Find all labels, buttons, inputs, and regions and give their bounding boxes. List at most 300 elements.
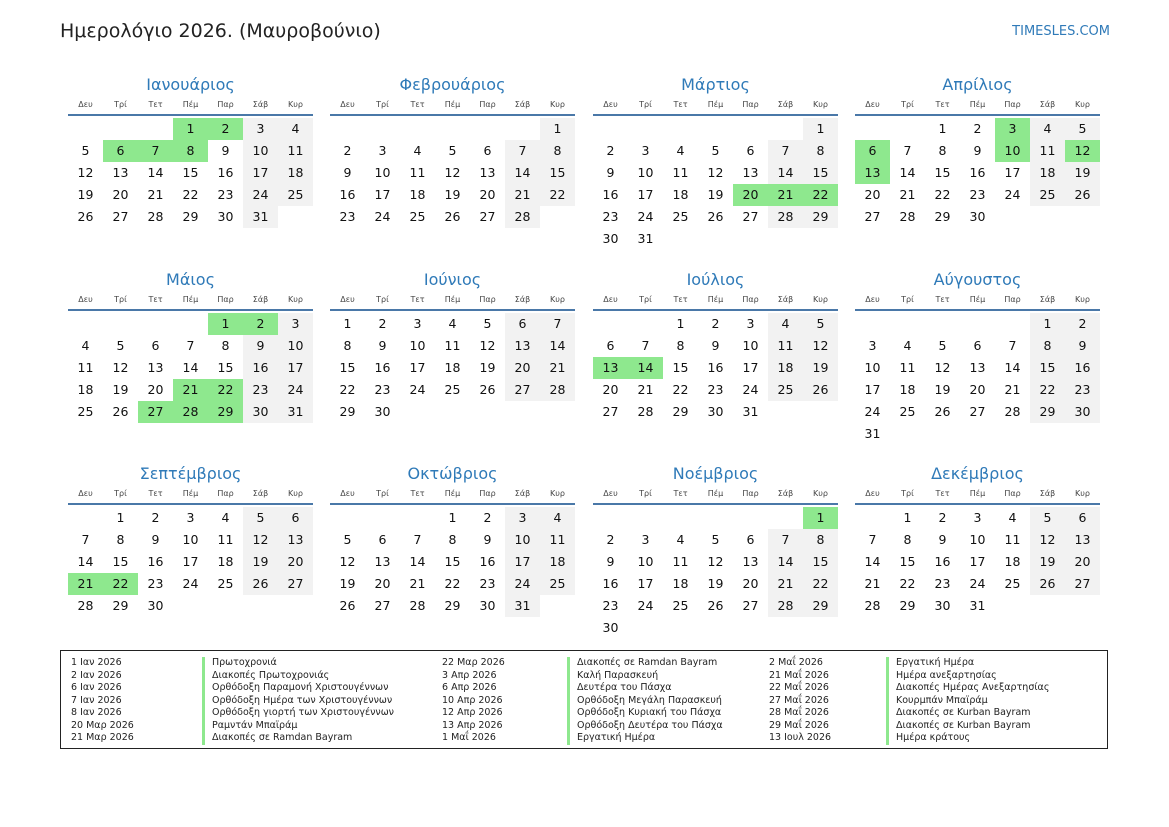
day-cell: 1 [540, 118, 575, 140]
weekday-label: Δευ [865, 489, 880, 498]
day-cell: 14 [409, 554, 426, 569]
day-cell: 4 [221, 510, 230, 525]
day-cell: 8 [803, 529, 838, 551]
empty-cell [593, 507, 628, 529]
day-cell: 11 [409, 165, 426, 180]
day-cell: 17 [374, 187, 391, 202]
day-cell: 8 [903, 532, 912, 547]
month-name: Μάρτιος [681, 75, 750, 94]
day-cell: 10 [182, 532, 199, 547]
month-block [593, 74, 838, 250]
holiday-date: 6 Απρ 2026 [442, 682, 497, 693]
day-cell: 2 [343, 143, 352, 158]
day-cell: 5 [1030, 507, 1065, 529]
day-cell: 23 [1065, 379, 1100, 401]
empty-cell [733, 118, 768, 140]
empty-cell [855, 507, 890, 529]
empty-cell [138, 118, 173, 140]
day-cell: 3 [505, 507, 540, 529]
holiday-day-cell: 21 [173, 379, 208, 401]
day-cell: 15 [339, 360, 356, 375]
day-cell: 22 [444, 576, 461, 591]
weekday-label: Πέμ [444, 100, 461, 109]
day-cell: 19 [803, 357, 838, 379]
day-cell: 21 [540, 357, 575, 379]
day-cell: 9 [378, 338, 387, 353]
day-cell: 14 [505, 162, 540, 184]
weekday-label: Κυρ [550, 100, 565, 109]
weekday-header [593, 291, 838, 311]
day-cell: 9 [606, 554, 615, 569]
day-cell: 22 [182, 187, 199, 202]
day-cell: 19 [1065, 162, 1100, 184]
day-cell: 16 [374, 360, 391, 375]
day-cell: 17 [505, 551, 540, 573]
holiday-day-cell: 3 [995, 118, 1030, 140]
holiday-day-cell: 13 [593, 357, 628, 379]
holiday-day-cell: 29 [208, 401, 243, 423]
day-cell: 4 [448, 316, 457, 331]
month-block [68, 74, 313, 228]
day-cell: 24 [278, 379, 313, 401]
day-cell: 5 [803, 313, 838, 335]
day-cell: 4 [768, 313, 803, 335]
day-cell: 13 [479, 165, 496, 180]
weekday-label: Κυρ [288, 489, 303, 498]
day-cell: 15 [182, 165, 199, 180]
weekday-label: Σάβ [514, 489, 531, 498]
day-cell: 14 [768, 162, 803, 184]
day-cell: 22 [672, 382, 689, 397]
day-cell: 19 [707, 187, 724, 202]
holiday-day-cell: 6 [103, 140, 138, 162]
day-cell: 7 [868, 532, 877, 547]
day-cell: 6 [378, 532, 387, 547]
day-cell: 3 [973, 510, 982, 525]
weekday-label: Τρί [114, 100, 127, 109]
day-cell: 7 [413, 532, 422, 547]
day-cell: 21 [864, 576, 881, 591]
weekday-label: Σάβ [777, 489, 794, 498]
day-cell: 18 [540, 551, 575, 573]
holiday-day-cell: 2 [243, 313, 278, 335]
weekday-label: Τετ [148, 100, 163, 109]
day-cell: 28 [540, 379, 575, 401]
day-cell: 28 [505, 206, 540, 228]
day-grid [855, 311, 1100, 445]
holiday-day-cell: 20 [733, 184, 768, 206]
empty-cell [628, 118, 663, 140]
month-name: Φεβρουάριος [399, 75, 506, 94]
day-cell: 16 [707, 360, 724, 375]
day-cell: 27 [1065, 573, 1100, 595]
weekday-label: Πέμ [969, 295, 986, 304]
day-cell: 19 [479, 360, 496, 375]
day-grid [68, 311, 313, 423]
day-cell: 16 [969, 165, 986, 180]
day-cell: 25 [768, 379, 803, 401]
holiday-day-cell: 8 [173, 140, 208, 162]
holiday-name: Ημέρα κράτους [886, 732, 970, 745]
day-cell: 27 [112, 209, 129, 224]
day-cell: 30 [479, 598, 496, 613]
day-cell: 29 [182, 209, 199, 224]
weekday-header [855, 485, 1100, 505]
day-cell: 31 [505, 595, 540, 617]
weekday-label: Δευ [340, 295, 355, 304]
day-cell: 12 [479, 338, 496, 353]
month-block [68, 269, 313, 423]
weekday-header [68, 485, 313, 505]
day-cell: 5 [448, 143, 457, 158]
day-cell: 18 [672, 576, 689, 591]
weekday-label: Τετ [410, 100, 425, 109]
day-cell: 19 [444, 187, 461, 202]
day-cell: 19 [243, 551, 278, 573]
weekday-label: Τετ [935, 489, 950, 498]
day-cell: 24 [969, 576, 986, 591]
weekday-label: Τρί [376, 489, 389, 498]
day-cell: 13 [374, 554, 391, 569]
day-cell: 27 [278, 573, 313, 595]
day-cell: 9 [221, 143, 230, 158]
day-cell: 22 [1030, 379, 1065, 401]
day-cell: 24 [374, 209, 391, 224]
holiday-day-cell: 27 [138, 401, 173, 423]
day-cell: 25 [444, 382, 461, 397]
holiday-day-cell: 21 [68, 573, 103, 595]
day-cell: 18 [444, 360, 461, 375]
weekday-label: Κυρ [813, 295, 828, 304]
day-cell: 7 [903, 143, 912, 158]
day-cell: 8 [448, 532, 457, 547]
day-cell: 11 [540, 529, 575, 551]
day-cell: 26 [339, 598, 356, 613]
weekday-label: Δευ [603, 100, 618, 109]
day-cell: 29 [444, 598, 461, 613]
weekday-label: Δευ [865, 295, 880, 304]
day-cell: 21 [505, 184, 540, 206]
day-cell: 25 [217, 576, 234, 591]
day-cell: 2 [606, 532, 615, 547]
weekday-label: Δευ [603, 489, 618, 498]
weekday-label: Παρ [742, 100, 759, 109]
weekday-label: Παρ [742, 489, 759, 498]
day-cell: 18 [278, 162, 313, 184]
day-cell: 2 [711, 316, 720, 331]
day-cell: 20 [278, 551, 313, 573]
month-name: Ιανουάριος [146, 75, 235, 94]
day-cell: 5 [116, 338, 125, 353]
day-cell: 31 [864, 426, 881, 441]
day-cell: 5 [483, 316, 492, 331]
holiday-date: 21 Μαρ 2026 [71, 732, 134, 743]
day-cell: 15 [1030, 357, 1065, 379]
weekday-label: Πέμ [969, 489, 986, 498]
day-cell: 17 [243, 162, 278, 184]
weekday-label: Παρ [1004, 295, 1021, 304]
day-cell: 11 [444, 338, 461, 353]
day-cell: 23 [934, 576, 951, 591]
day-cell: 15 [112, 554, 129, 569]
empty-cell [768, 118, 803, 140]
day-cell: 14 [899, 165, 916, 180]
holiday-date: 13 Ιουλ 2026 [769, 732, 832, 743]
day-cell: 9 [243, 335, 278, 357]
day-cell: 15 [217, 360, 234, 375]
empty-cell [470, 118, 505, 140]
weekday-label: Τετ [935, 100, 950, 109]
day-cell: 13 [969, 360, 986, 375]
weekday-label: Τετ [673, 100, 688, 109]
holiday-name: Πρωτοχρονιά [202, 657, 277, 670]
day-cell: 15 [672, 360, 689, 375]
empty-cell [855, 118, 890, 140]
holiday-date: 1 Ιαν 2026 [71, 657, 122, 668]
month-block [330, 463, 575, 617]
day-cell: 23 [147, 576, 164, 591]
day-cell: 8 [540, 140, 575, 162]
weekday-label: Κυρ [1075, 100, 1090, 109]
empty-cell [435, 118, 470, 140]
holiday-date: 22 Μαρ 2026 [442, 657, 505, 668]
weekday-label: Παρ [217, 295, 234, 304]
day-cell: 1 [448, 510, 457, 525]
day-cell: 17 [637, 576, 654, 591]
empty-cell [400, 118, 435, 140]
day-cell: 23 [374, 382, 391, 397]
day-cell: 3 [243, 118, 278, 140]
empty-cell [960, 313, 995, 335]
day-cell: 4 [1008, 510, 1017, 525]
day-cell: 16 [479, 554, 496, 569]
day-cell: 16 [339, 187, 356, 202]
day-cell: 11 [672, 554, 689, 569]
holiday-date: 13 Απρ 2026 [442, 719, 503, 731]
day-cell: 18 [217, 554, 234, 569]
holiday-day-cell: 1 [173, 118, 208, 140]
weekday-label: Πέμ [182, 295, 199, 304]
empty-cell [593, 313, 628, 335]
day-cell: 25 [1004, 576, 1021, 591]
empty-cell [890, 118, 925, 140]
day-cell: 6 [1065, 507, 1100, 529]
weekday-label: Παρ [742, 295, 759, 304]
day-cell: 5 [343, 532, 352, 547]
holiday-name: Ορθόδοξη γιορτή των Χριστουγέννων [202, 707, 394, 720]
day-grid [593, 311, 838, 423]
day-cell: 2 [151, 510, 160, 525]
day-cell: 26 [479, 382, 496, 397]
holiday-name: Καλή Παρασκευή [567, 670, 658, 683]
day-cell: 1 [938, 121, 947, 136]
day-cell: 12 [707, 165, 724, 180]
day-cell: 16 [1065, 357, 1100, 379]
month-name: Μάιος [166, 270, 215, 289]
day-cell: 20 [374, 576, 391, 591]
holiday-date: 2 Μαΐ 2026 [769, 657, 823, 668]
day-cell: 14 [1004, 360, 1021, 375]
day-cell: 30 [1065, 401, 1100, 423]
day-cell: 6 [483, 143, 492, 158]
day-cell: 8 [676, 338, 685, 353]
holiday-date: 7 Ιαν 2026 [71, 694, 122, 706]
day-cell: 27 [969, 404, 986, 419]
holiday-name: Εργατική Ημέρα [567, 732, 655, 745]
day-cell: 24 [742, 382, 759, 397]
weekday-header [330, 291, 575, 311]
holiday-day-cell: 14 [628, 357, 663, 379]
day-cell: 1 [343, 316, 352, 331]
weekday-label: Παρ [1004, 489, 1021, 498]
day-cell: 15 [803, 162, 838, 184]
day-cell: 21 [409, 576, 426, 591]
weekday-header [330, 485, 575, 505]
day-cell: 27 [742, 598, 759, 613]
day-cell: 9 [973, 143, 982, 158]
day-cell: 11 [1004, 532, 1021, 547]
weekday-label: Σάβ [1039, 489, 1056, 498]
day-cell: 21 [899, 187, 916, 202]
day-cell: 3 [641, 532, 650, 547]
empty-cell [330, 507, 365, 529]
holiday-day-cell: 22 [103, 573, 138, 595]
day-cell: 6 [746, 143, 755, 158]
day-cell: 11 [672, 165, 689, 180]
day-cell: 11 [217, 532, 234, 547]
day-cell: 12 [444, 165, 461, 180]
day-cell: 23 [602, 598, 619, 613]
month-name: Σεπτέμβριος [139, 464, 242, 483]
day-grid [330, 116, 575, 228]
day-cell: 5 [1065, 118, 1100, 140]
day-cell: 5 [243, 507, 278, 529]
day-cell: 14 [77, 554, 94, 569]
holiday-date: 10 Απρ 2026 [442, 694, 503, 706]
holiday-name: Ορθόδοξη Κυριακή του Πάσχα [567, 707, 721, 720]
weekday-label: Κυρ [550, 489, 565, 498]
holiday-day-cell: 13 [855, 162, 890, 184]
holiday-day-cell: 1 [803, 507, 838, 529]
weekday-label: Παρ [479, 295, 496, 304]
day-cell: 6 [746, 532, 755, 547]
day-cell: 30 [934, 598, 951, 613]
empty-cell [733, 507, 768, 529]
holiday-date: 20 Μαρ 2026 [71, 719, 134, 731]
weekday-label: Κυρ [1075, 295, 1090, 304]
weekday-label: Τρί [901, 100, 914, 109]
day-cell: 16 [243, 357, 278, 379]
empty-cell [855, 313, 890, 335]
empty-cell [365, 118, 400, 140]
month-name: Αύγουστος [933, 270, 1022, 289]
holiday-name: Διακοπές σε Kurban Bayram [886, 720, 1031, 733]
empty-cell [925, 313, 960, 335]
day-cell: 19 [339, 576, 356, 591]
day-cell: 12 [934, 360, 951, 375]
day-cell: 28 [637, 404, 654, 419]
weekday-label: Πέμ [707, 489, 724, 498]
day-cell: 20 [1065, 551, 1100, 573]
empty-cell [593, 118, 628, 140]
day-cell: 31 [278, 401, 313, 423]
day-cell: 24 [409, 382, 426, 397]
day-cell: 24 [1004, 187, 1021, 202]
day-cell: 23 [339, 209, 356, 224]
day-cell: 9 [483, 532, 492, 547]
weekday-header [330, 96, 575, 116]
day-cell: 26 [1030, 573, 1065, 595]
day-grid [855, 505, 1100, 617]
day-cell: 30 [243, 401, 278, 423]
day-cell: 24 [864, 404, 881, 419]
day-cell: 14 [182, 360, 199, 375]
weekday-label: Παρ [217, 489, 234, 498]
day-cell: 31 [637, 231, 654, 246]
weekday-label: Δευ [603, 295, 618, 304]
holiday-name: Διακοπές Ημέρας Ανεξαρτησίας [886, 682, 1049, 695]
day-cell: 28 [899, 209, 916, 224]
day-cell: 12 [339, 554, 356, 569]
day-cell: 6 [278, 507, 313, 529]
weekday-header [68, 291, 313, 311]
day-grid [855, 116, 1100, 228]
day-cell: 24 [637, 598, 654, 613]
day-cell: 11 [1030, 140, 1065, 162]
weekday-label: Τρί [901, 295, 914, 304]
day-cell: 8 [803, 140, 838, 162]
day-cell: 19 [707, 576, 724, 591]
weekday-label: Τετ [148, 295, 163, 304]
weekday-header [593, 96, 838, 116]
day-cell: 7 [540, 313, 575, 335]
weekday-label: Τρί [114, 489, 127, 498]
day-cell: 20 [602, 382, 619, 397]
day-cell: 3 [378, 143, 387, 158]
day-cell: 17 [742, 360, 759, 375]
month-block [593, 463, 838, 639]
day-grid [330, 311, 575, 423]
day-cell: 3 [278, 313, 313, 335]
month-name: Οκτώβριος [407, 464, 498, 483]
day-cell: 30 [147, 598, 164, 613]
day-cell: 14 [147, 165, 164, 180]
day-cell: 24 [637, 209, 654, 224]
site-link[interactable]: TIMESLES.COM [1012, 24, 1110, 39]
day-cell: 30 [602, 231, 619, 246]
weekday-label: Τρί [639, 100, 652, 109]
day-cell: 9 [938, 532, 947, 547]
day-cell: 20 [505, 357, 540, 379]
day-cell: 16 [147, 554, 164, 569]
weekday-label: Δευ [340, 489, 355, 498]
day-cell: 29 [339, 404, 356, 419]
day-cell: 3 [186, 510, 195, 525]
day-cell: 10 [742, 338, 759, 353]
day-cell: 22 [934, 187, 951, 202]
day-cell: 28 [768, 206, 803, 228]
holiday-day-cell: 7 [138, 140, 173, 162]
holiday-name: Ημέρα ανεξαρτησίας [886, 670, 997, 683]
day-cell: 10 [864, 360, 881, 375]
holiday-date: 6 Ιαν 2026 [71, 682, 122, 693]
holiday-date: 8 Ιαν 2026 [71, 707, 122, 718]
weekday-label: Δευ [78, 489, 93, 498]
empty-cell [330, 118, 365, 140]
day-cell: 20 [969, 382, 986, 397]
day-grid [593, 116, 838, 250]
day-cell: 7 [641, 338, 650, 353]
